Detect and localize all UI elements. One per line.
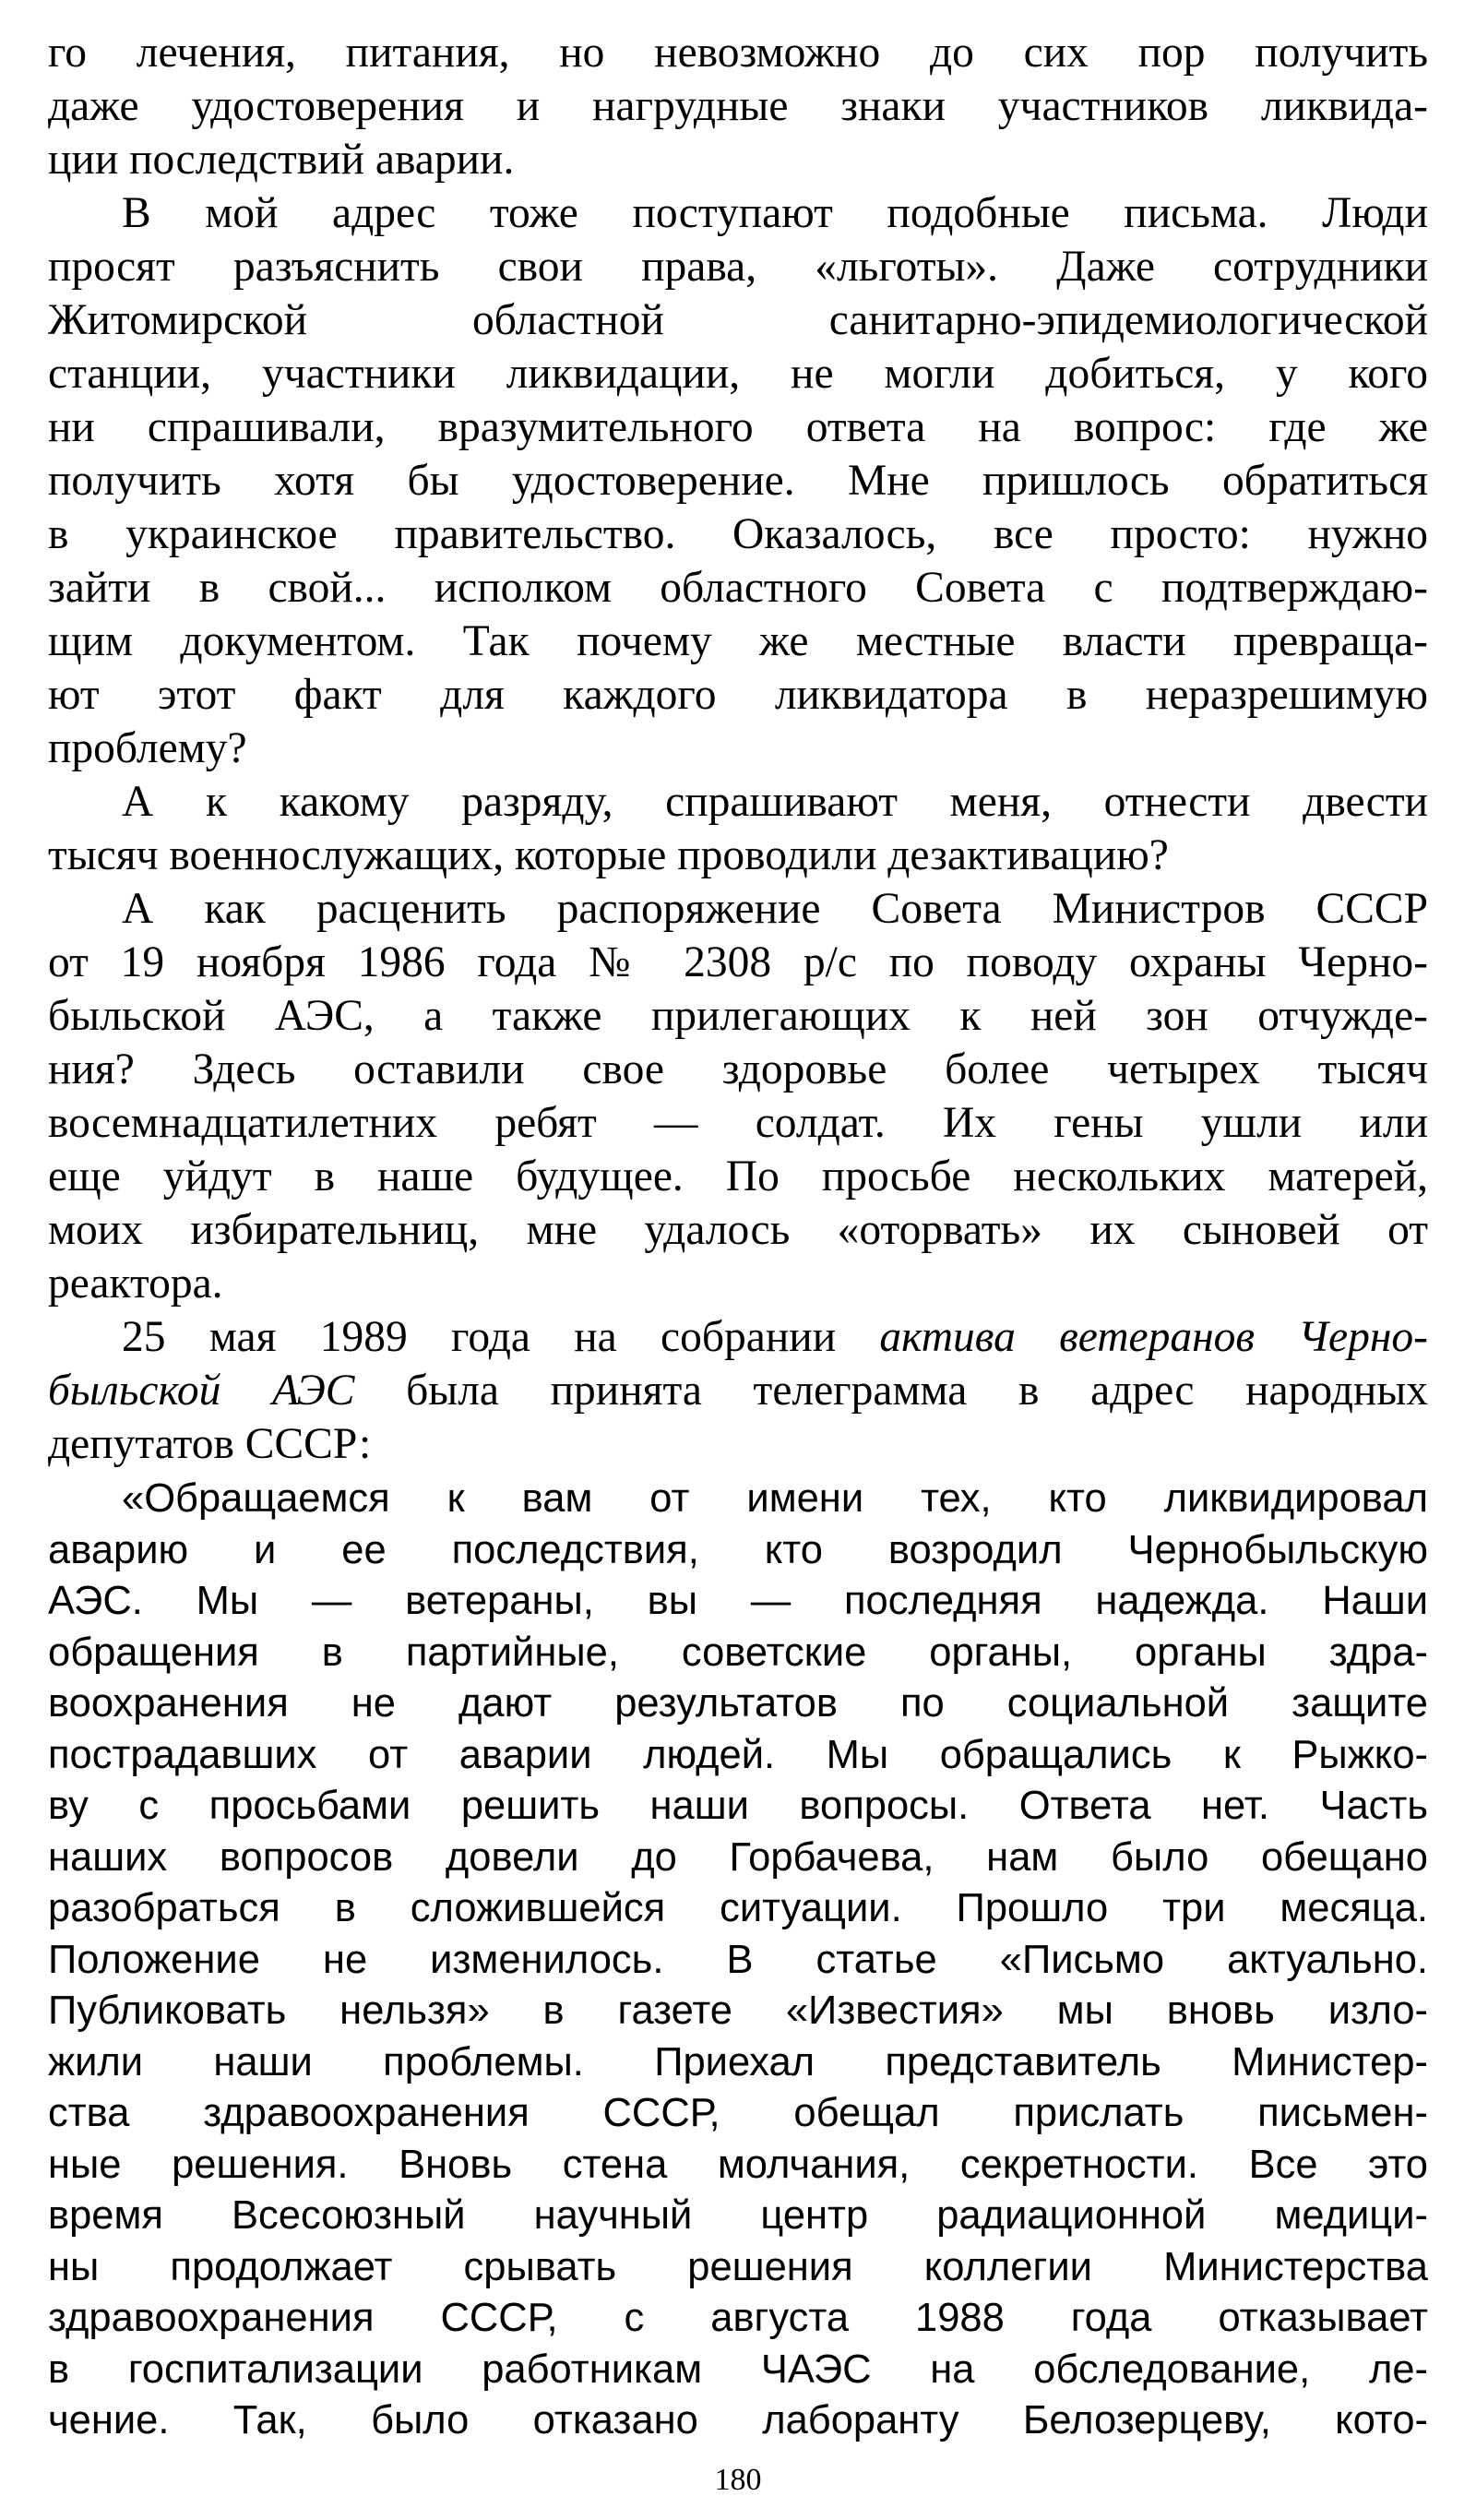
text-line: зайти в свой... исполком областного Совета с подтверждаю- <box>48 564 1428 612</box>
paragraph-continuation <box>48 26 1428 186</box>
book-page <box>48 26 1428 2499</box>
text-line: получить хотя бы удостоверение. Мне пришлось обратиться <box>48 457 1428 505</box>
text-line <box>48 1310 1428 1364</box>
quote-line: обращения в партийные, советские органы, органы здра- <box>48 1630 1428 1675</box>
text-line <box>48 1364 1428 1417</box>
quote-line: ву с просьбами решить наши вопросы. Ответа нет. Часть <box>48 1784 1428 1828</box>
quote-line: «Обращаемся к вам от имени тех, кто ликвидировал <box>122 1476 1428 1521</box>
text-line: депутатов СССР: <box>48 1420 372 1468</box>
paragraph-letters <box>48 186 1428 775</box>
quote-line: ны продолжает срывать решения коллегии Министерства <box>48 2244 1428 2289</box>
quote-line: здравоохранения СССР, с августа 1988 года отказывает <box>48 2296 1428 2340</box>
telegram-text-block <box>48 1474 1428 2447</box>
quote-line: Публиковать нельзя» в газете «Известия» мы вновь изло- <box>48 1989 1428 2033</box>
text-line: Житомирской областной санитарно-эпидемиологической <box>48 296 1428 344</box>
quote-line: ства здравоохранения СССР, обещал прислать письмен- <box>48 2091 1428 2135</box>
text-line: просят разъяснить свои права, «льготы». Даже сотрудники <box>48 243 1428 291</box>
text-line: моих избирательниц, мне удалось «оторвать» их сыновей от <box>48 1206 1428 1254</box>
text-line: от 19 ноября 1986 года № 2308 р/с по поводу охраны Черно- <box>48 938 1428 986</box>
italic-text-run: актива ветеранов Черно- <box>879 1313 1428 1361</box>
quote-line: воохранения не дают результатов по социальной защите <box>48 1681 1428 1726</box>
text-line: еще уйдут в наше будущее. По просьбе нескольких матерей, <box>48 1153 1428 1200</box>
text-line: тысяч военнослужащих, которые проводили дезактивацию? <box>48 831 1169 879</box>
text-line: ции последствий аварии. <box>48 136 515 184</box>
text-line: щим документом. Так почему же местные власти превраща- <box>48 617 1428 665</box>
text-line: восемнадцатилетних ребят — солдат. Их гены ушли или <box>48 1099 1428 1147</box>
text-run: 25 мая 1989 года на собрании <box>122 1313 880 1361</box>
serif-text-block <box>48 26 1428 1471</box>
quote-line: наших вопросов довели до Горбачева, нам было обещано <box>48 1834 1428 1880</box>
quote-line: чение. Так, было отказано лаборанту Белозерцеву, кото- <box>48 2398 1428 2442</box>
quote-line: ные решения. Вновь стена молчания, секретности. Все это <box>48 2142 1428 2187</box>
text-line: проблему? <box>48 724 247 772</box>
text-run: была принята телеграмма в адрес народных <box>354 1367 1428 1415</box>
text-line: А к какому разряду, спрашивают меня, отнести двести <box>122 778 1428 826</box>
text-line: го лечения, питания, но невозможно до сих пор получить <box>48 29 1428 77</box>
text-line: А как расценить распоряжение Совета Министров СССР <box>122 885 1428 933</box>
text-line: станции, участники ликвидации, не могли добиться, у кого <box>48 350 1428 398</box>
text-line: ни спрашивали, вразумительного ответа на вопрос: где же <box>48 403 1428 451</box>
text-line: ния? Здесь оставили свое здоровье более четырех тысяч <box>48 1045 1428 1093</box>
paragraph-decree <box>48 882 1428 1310</box>
text-line: реактора. <box>48 1260 223 1308</box>
text-line: в украинское правительство. Оказалось, все просто: нужно <box>48 510 1428 558</box>
text-line: быльской АЭС, а также прилегающих к ней зон отчужде- <box>48 992 1428 1040</box>
quote-line: аварию и ее последствия, кто возродил Чернобыльскую <box>48 1527 1428 1572</box>
text-line: даже удостоверения и нагрудные знаки участников ликвида- <box>48 82 1428 130</box>
quote-line: время Всесоюзный научный центр радиационной медици- <box>48 2193 1428 2238</box>
text-line: В мой адрес тоже поступают подобные письма. Люди <box>122 189 1428 237</box>
page-number: 180 <box>714 2463 762 2497</box>
paragraph-servicemen <box>48 775 1428 882</box>
quote-line: АЭС. Мы — ветераны, вы — последняя надежда. Наши <box>48 1579 1428 1623</box>
quote-line: разобраться в сложившейся ситуации. Прошло три месяца. <box>48 1886 1428 1930</box>
quote-line: жили наши проблемы. Приехал представитель Министер- <box>48 2039 1428 2084</box>
quote-line: пострадавших от аварии людей. Мы обращались к Рыжко- <box>48 1732 1428 1777</box>
text-line: ют этот факт для каждого ликвидатора в неразрешимую <box>48 671 1428 719</box>
quote-line: Положение не изменилось. В статье «Письмо актуально. <box>48 1937 1428 1982</box>
italic-text-run: быльской АЭС <box>48 1367 355 1415</box>
quote-line: в госпитализации работникам ЧАЭС на обследование, ле- <box>48 2347 1428 2392</box>
telegram-quote <box>48 1474 1428 2447</box>
paragraph-telegram-intro <box>48 1310 1428 1471</box>
